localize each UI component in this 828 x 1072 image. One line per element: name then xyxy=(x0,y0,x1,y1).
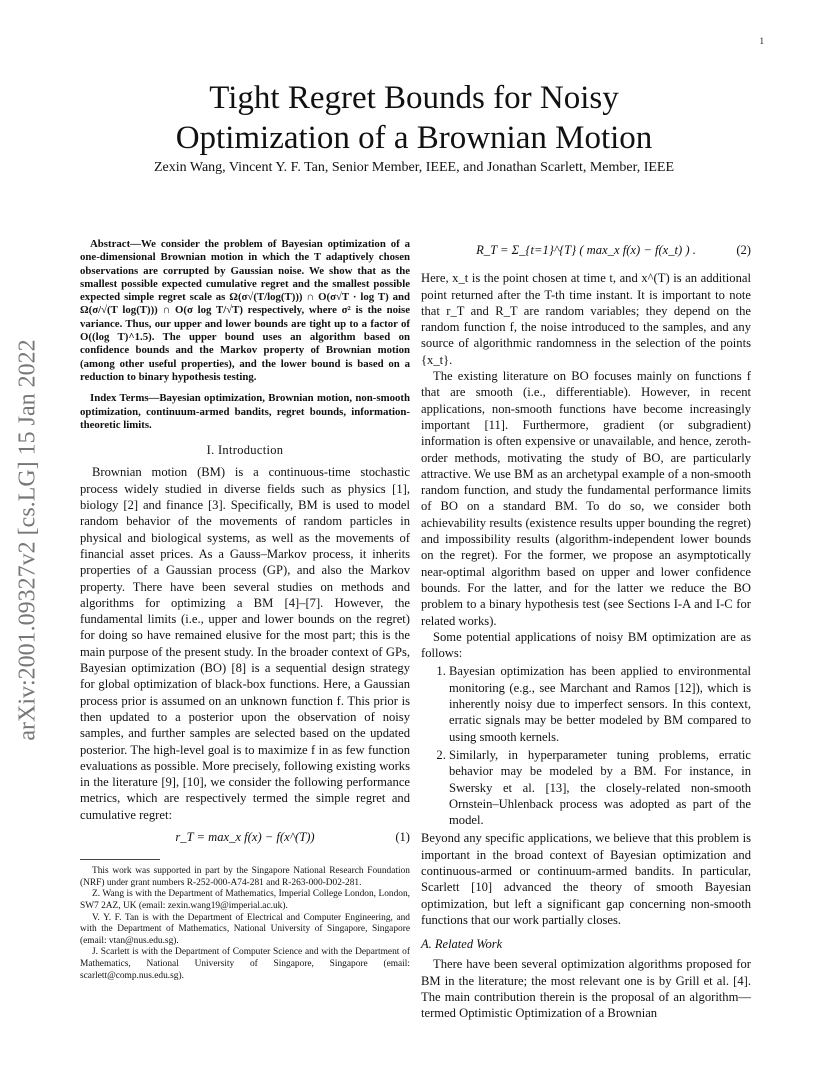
arxiv-sidebar xyxy=(0,320,56,760)
section-heading-introduction: I. Introduction xyxy=(206,443,284,458)
footnotes xyxy=(80,866,410,982)
applications-intro: Some potential applications of noisy BM optimization are as follows: xyxy=(421,629,751,661)
subsection-heading-related-work: A. Related Work xyxy=(421,937,503,952)
list-item: 2. Similarly, in hyperparameter tuning problems, erratic behavior may be modeled by a BM. For instance, in Swersky et al. [13], the closely-related non-smooth Ornstein–Uhlenback process was adopted as part of the model. xyxy=(449,747,751,828)
index-terms: Index Terms—Bayesian optimization, Brownian motion, non-smooth optimization, continuum-armed bandits, regret bounds, information-theoretic limits. xyxy=(80,392,410,431)
footnote-author-scarlett: J. Scarlett is with the Department of Computer Science and with the Department of Mathematics, National University of Singapore, Singapore (email: scarlett@comp.nus.edu.sg). xyxy=(80,947,410,981)
author-list: Zexin Wang, Vincent Y. F. Tan, Senior Member, IEEE, and Jonathan Scarlett, Member, IEEE xyxy=(153,160,675,175)
importance-paragraph: Beyond any specific applications, we believe that this problem is important in the broad context of Bayesian optimization and continuous-armed or continuum-armed bandits. In particular, Scarlett [10] advanced the theory of smooth Bayesian optimization, but left a significant gap concerning non-smooth functions that our work partially closes. xyxy=(421,831,751,927)
paper-title xyxy=(0,78,828,158)
arxiv-identifier: arXiv:2001.09327v2 [cs.LG] 15 Jan 2022 xyxy=(14,339,41,741)
footnote-rule xyxy=(80,859,160,860)
equation-2 xyxy=(421,242,751,258)
equation-2-body: R_T = Σ_{t=1}^{T} ( max_x f(x) − f(x_t) ) . xyxy=(476,243,696,257)
applications-list xyxy=(421,663,751,828)
left-column xyxy=(80,238,410,982)
equation-2-number: (2) xyxy=(736,243,751,257)
right-column xyxy=(421,238,751,1022)
footnote-funding: This work was supported in part by the Singapore National Research Foundation (NRF) under grant numbers R-252-000-A74-281 and R-263-000-D02-281. xyxy=(80,866,410,888)
footnote-author-tan: V. Y. F. Tan is with the Department of Electrical and Computer Engineering, and with the Department of Mathematics, National University of Singapore, Singapore (email: vtan@nus.edu.sg). xyxy=(80,912,410,946)
page-number: 1 xyxy=(759,36,764,46)
regret-explanation-paragraph: Here, x_t is the point chosen at time t, and x^(T) is an additional point returned after the T-th time instant. It is important to note that r_T and R_T are random variables; they depend on the random function f, the noise introduced to the samples, and any source of algorithmic randomness in the selection of the points {x_t}. xyxy=(421,271,751,367)
abstract: Abstract—We consider the problem of Bayesian optimization of a one-dimensional Brownian motion in which the T adaptively chosen observations are corrupted by Gaussian noise. We show that as the smallest possible expected cumulative regret and the smallest possible expected simple regret scale as Ω(σ√(T/log(T))) ∩ O(σ√T · log T) and Ω(σ/√(T log(T))) ∩ O(σ log T/√T) respectively, where σ² is the noise variance. Thus, our upper and lower bounds are tight up to a factor of O((log T)^1.5). The upper bound uses an algorithm based on confidence bounds and the Markov property of Brownian motion (among other useful properties), and the lower bound is based on a reduction to binary hypothesis testing. xyxy=(80,238,410,383)
equation-1 xyxy=(80,829,410,845)
related-work-paragraph: There have been several optimization algorithms proposed for BM in the literature; the most relevant one is by Grill et al. [4]. The main contribution therein is the proposal of an algorithm—termed Optimistic Optimization of a Brownian xyxy=(421,957,751,1021)
title-line-1: Tight Regret Bounds for Noisy xyxy=(209,80,619,116)
footnote-author-wang: Z. Wang is with the Department of Mathematics, Imperial College London, London, SW7 2AZ, UK (email: zexin.wang19@imperial.ac.uk). xyxy=(80,889,410,912)
literature-paragraph: The existing literature on BO focuses mainly on functions f that are smooth (i.e., differentiable). However, in recent applications, non-smooth functions have become increasingly important [11]. Furthermore, gradient (or subgradient) information is often expensive or unavailable, and hence, zeroth-order methods, motivating the study of BO, are particularly attractive. We use BM as an archetypal example of a non-smooth random function, and study the fundamental performance limits of BO on a standard BM. To do so, we consider both achievability results (existence results upper bounding the regret) and impossibility results (algorithm-independent lower bounds on the regret). For the former, we propose an asymptotically near-optimal algorithm based on upper and lower confidence bounds. For the latter, and for the latter we reduce the BO problem to a binary hypothesis test (see Sections I-A and I-C for related works). xyxy=(421,369,751,628)
intro-paragraph: Brownian motion (BM) is a continuous-time stochastic process widely studied in diverse fields such as physics [1], biology [2] and finance [3]. Specifically, BM is used to model random behavior of the movements of random particles in physical and biological systems, as well as the movements of financial asset prices. As a Gauss–Markov process, it inherits properties of a Gaussian process (GP), and also the Markov property. There have been several studies on methods and algorithms for optimizing a BM [4]–[7]. However, the fundamental limits (i.e., upper and lower bounds on the regret) for doing so have remained elusive for the most part; this is the main purpose of the present study. In the broader context of GPs, Bayesian optimization (BO) [8] is a sequential design strategy for global optimization of black-box functions. Here, a Gaussian process prior is assumed on an unknown function f. This prior is then updated to a posterior upon the observation of noisy samples, and further samples are selected based on the updated posterior. The high-level goal is to maximize f in as few function evaluations as possible. More precisely, following existing works in the literature [9], [10], we consider the following performance metrics, which are respectively termed the simple regret and cumulative regret: xyxy=(80,465,410,822)
list-item: 1. Bayesian optimization has been applied to environmental monitoring (e.g., see Marchant and Ramos [12]), which is inherently noisy due to imperfect sensors. In this context, erratic signals may be better modeled by BM compared to using smooth kernels. xyxy=(449,663,751,744)
equation-1-body: r_T = max_x f(x) − f(x^(T)) xyxy=(175,829,315,844)
equation-1-number: (1) xyxy=(395,829,410,844)
title-line-2: Optimization of a Brownian Motion xyxy=(175,120,653,156)
